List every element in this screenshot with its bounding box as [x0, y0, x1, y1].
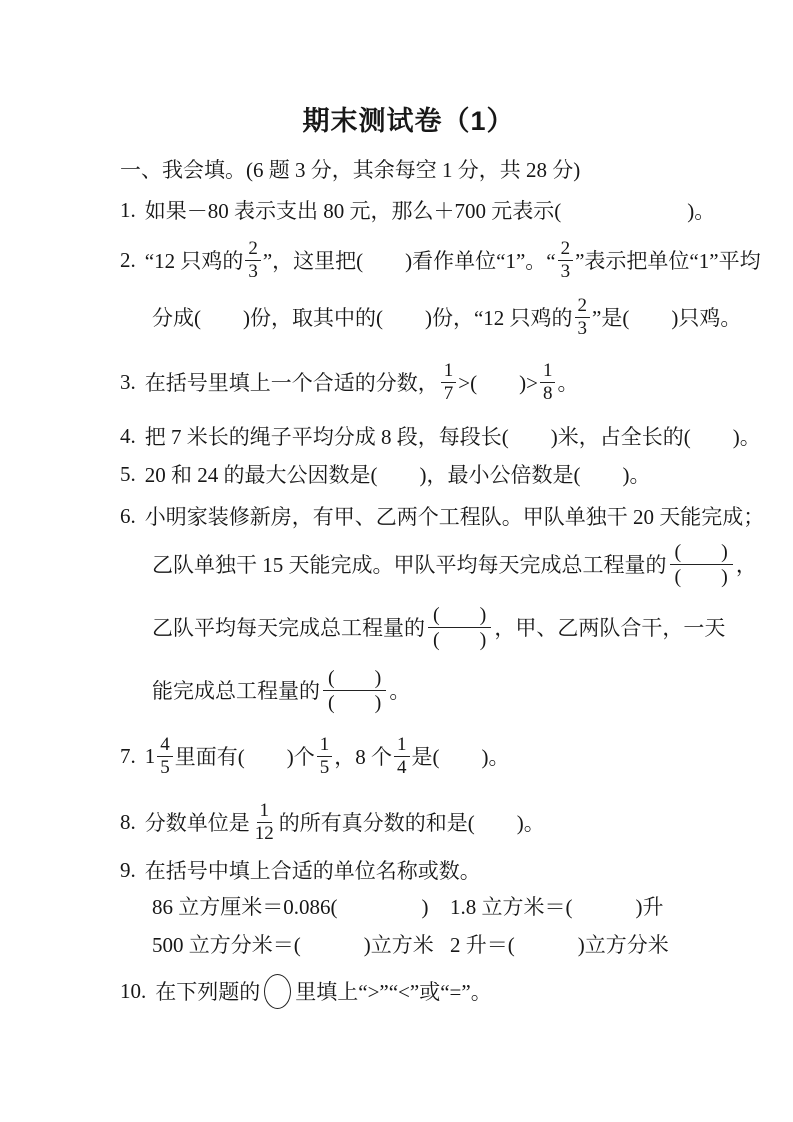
question-line — [120, 231, 761, 289]
question-number: 10. — [120, 978, 147, 1003]
conversion-item: 500 立方分米＝( )立方米 — [152, 933, 434, 957]
fraction-denominator: ( ) — [674, 565, 728, 588]
question-10 — [120, 969, 697, 1013]
question-7 — [120, 727, 697, 785]
fraction — [441, 360, 457, 405]
fraction-numerator: 1 — [394, 734, 410, 757]
blank-fraction — [428, 603, 491, 652]
fraction-denominator: 8 — [542, 382, 553, 404]
fraction-denominator: 3 — [577, 317, 588, 339]
question-text: 1 — [144, 743, 156, 768]
fraction — [558, 238, 574, 283]
question-line — [120, 533, 757, 595]
fraction — [575, 295, 591, 340]
fraction-numerator: ( ) — [428, 603, 491, 628]
question-line — [120, 457, 697, 491]
fraction-numerator: 1 — [540, 360, 556, 383]
fraction-denominator: 5 — [319, 756, 330, 778]
question-2 — [120, 231, 761, 345]
conversion-item: 2 升＝( )立方分米 — [450, 933, 669, 957]
question-number: 5. — [120, 461, 136, 486]
question-text: 能完成总工程量的 — [152, 679, 320, 703]
fraction — [317, 734, 333, 779]
question-text: ”，这里把( )看作单位“1”。“ — [262, 249, 556, 273]
fraction-denominator: 3 — [560, 260, 571, 282]
fraction-denominator: 7 — [443, 382, 454, 404]
fraction — [245, 238, 261, 283]
section-header — [120, 153, 697, 185]
question-line — [120, 499, 765, 533]
conversion-item: 1.8 立方米＝( )升 — [450, 895, 664, 919]
question-8 — [120, 793, 697, 851]
question-text: 把 7 米长的绳子平均分成 8 段，每段长( )米，占全长的( )。 — [144, 425, 761, 449]
question-text: “12 只鸡的 — [144, 249, 244, 273]
question-number: 1. — [120, 197, 136, 222]
question-4 — [120, 419, 761, 453]
fraction-numerator: 1 — [257, 800, 273, 823]
question-line — [120, 727, 697, 785]
question-number: 7. — [120, 743, 136, 768]
question-line — [120, 853, 697, 887]
fraction-numerator: ( ) — [670, 540, 733, 565]
question-number: 3. — [120, 369, 136, 394]
question-line — [120, 595, 726, 659]
fraction — [394, 734, 410, 779]
fraction-denominator: 5 — [160, 756, 170, 778]
conversion-item: 86 立方厘米＝0.086( ) — [152, 895, 429, 919]
fraction — [157, 734, 173, 779]
question-line — [120, 659, 697, 721]
question-text: 分数单位是 — [144, 811, 250, 835]
question-text: 小明家装修新房，有甲、乙两个工程队。甲队单独干 20 天能完成； — [144, 505, 765, 529]
question-text: 在括号里填上一个合适的分数， — [144, 371, 439, 395]
fraction — [252, 800, 277, 845]
question-text: 乙队平均每天完成总工程量的 — [152, 616, 425, 640]
fraction-numerator: 4 — [157, 734, 173, 757]
question-3 — [120, 353, 697, 411]
blank-fraction — [670, 540, 733, 589]
question-line — [120, 289, 742, 345]
unit-conversion-row — [120, 925, 697, 963]
unit-conversion-row — [120, 887, 697, 925]
question-text: 乙队单独干 15 天能完成。甲队平均每天完成总工程量的 — [152, 553, 667, 577]
question-line — [120, 195, 716, 225]
question-text: 的所有真分数的和是( )。 — [278, 811, 545, 835]
question-text: 分成( )份，取其中的( )份，“12 只鸡的 — [152, 306, 573, 330]
comparison-circle-blank — [264, 974, 291, 1009]
page-title: 期末测试卷（1） — [302, 106, 515, 136]
question-text: ， — [735, 553, 757, 577]
fraction-denominator: ( ) — [433, 628, 487, 651]
question-number: 8. — [120, 809, 136, 834]
question-line — [120, 969, 697, 1013]
question-text: 在下列题的 — [155, 980, 261, 1004]
question-line — [120, 353, 697, 411]
question-5 — [120, 457, 697, 491]
question-number: 6. — [120, 503, 136, 528]
question-line — [120, 793, 697, 851]
blank-fraction — [323, 666, 386, 715]
fraction-numerator: 2 — [245, 238, 261, 261]
question-9 — [120, 853, 697, 963]
question-text: 。 — [389, 679, 411, 703]
fraction — [540, 360, 556, 405]
question-text: ，甲、乙两队合干，一天 — [494, 616, 726, 640]
section-label: 一、我会填。(6 题 3 分，其余每空 1 分，共 28 分) — [120, 158, 581, 182]
question-text: 里面有( )个 — [174, 745, 315, 769]
question-text: 在括号中填上合适的单位名称或数。 — [144, 859, 481, 883]
fraction-numerator: 1 — [317, 734, 333, 757]
question-6 — [120, 499, 765, 721]
fraction-numerator: ( ) — [323, 666, 386, 691]
question-text: >( )> — [458, 371, 538, 395]
fraction-numerator: 2 — [575, 295, 591, 318]
question-text: ”是( )只鸡。 — [592, 306, 742, 330]
fraction-denominator: 4 — [397, 756, 407, 778]
fraction-denominator: ( ) — [328, 691, 382, 714]
question-text: 如果－80 表示支出 80 元，那么＋700 元表示( )。 — [144, 199, 716, 223]
fraction-denominator: 12 — [254, 822, 274, 844]
fraction-numerator: 1 — [441, 360, 457, 383]
question-line — [120, 419, 761, 453]
question-text: 20 和 24 的最大公因数是( )，最小公倍数是( )。 — [144, 463, 651, 487]
fraction-denominator: 3 — [248, 260, 258, 282]
question-text: ”表示把单位“1”平均 — [575, 249, 761, 273]
question-number: 9. — [120, 857, 136, 882]
question-number: 4. — [120, 423, 136, 448]
question-number: 2. — [120, 247, 136, 272]
question-text: 里填上“>”“<”或“=”。 — [295, 980, 492, 1004]
fraction-numerator: 2 — [558, 238, 574, 261]
question-text: 。 — [557, 371, 579, 395]
question-1 — [120, 195, 716, 225]
question-text: 是( )。 — [411, 745, 510, 769]
question-text: ，8 个 — [334, 745, 392, 769]
